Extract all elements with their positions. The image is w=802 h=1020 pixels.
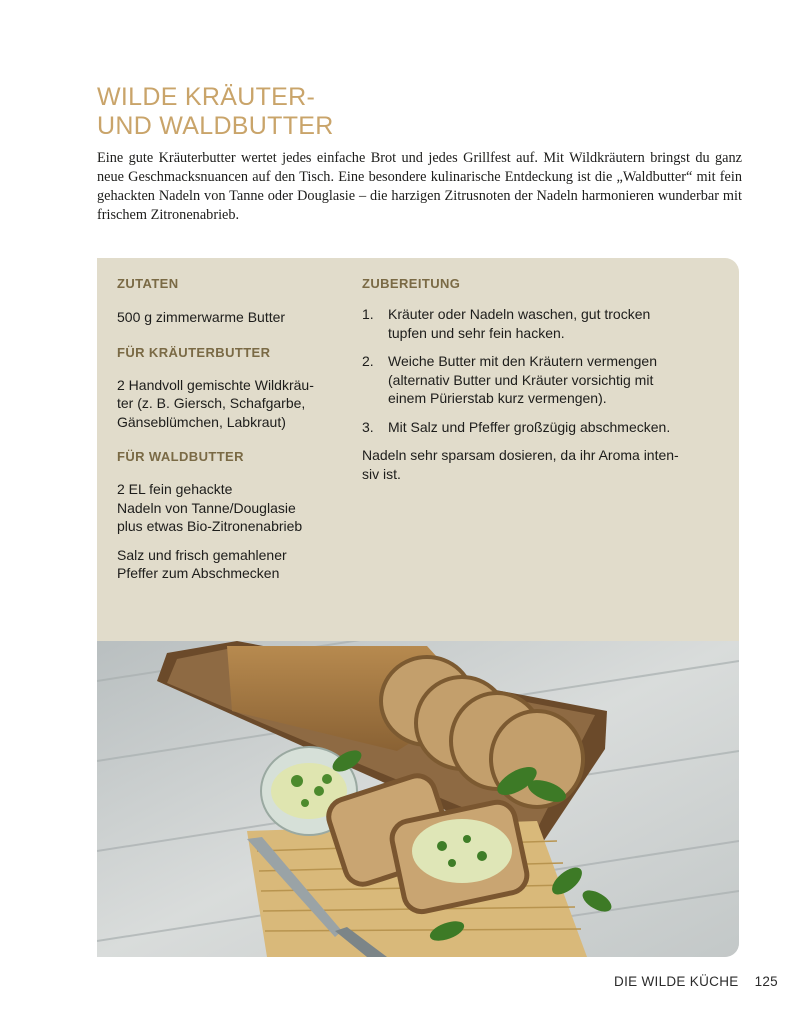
step-item <box>362 418 722 437</box>
forest-butter-ingredients <box>117 480 352 536</box>
recipe-title <box>97 83 334 141</box>
recipe-title-line-2: UND WALDBUTTER <box>97 112 334 140</box>
note-line: siv ist. <box>362 465 401 482</box>
ingredients-heading: ZUTATEN <box>117 276 179 291</box>
page-footer <box>614 974 778 989</box>
forest-butter-heading: FÜR WALDBUTTER <box>117 449 244 464</box>
step-line: Mit Salz und Pfeffer großzügig abschmecken. <box>388 418 671 435</box>
step-line: Weiche Butter mit den Kräutern vermengen <box>388 353 657 369</box>
bread-herb-butter-illustration <box>97 641 739 957</box>
step-line: tupfen und sehr fein hacken. <box>388 324 565 341</box>
step-number: 1. <box>362 306 374 322</box>
herb-butter-heading: FÜR KRÄUTERBUTTER <box>117 344 271 360</box>
ingredient-base: 500 g zimmerwarme Butter <box>117 309 286 325</box>
recipe-title-line-1: WILDE KRÄUTER- <box>97 83 316 111</box>
herb-butter-ingredients <box>117 376 352 432</box>
recipe-photo <box>97 641 739 957</box>
seasoning <box>117 546 352 583</box>
seasoning-line: Pfeffer zum Abschmecken <box>117 565 280 581</box>
seasoning-line: Salz und frisch gemahlener <box>117 546 287 563</box>
intro-text: Eine gute Kräuterbutter wertet jedes einfache Brot und jedes Grillfest auf. Mit Wildkräutern bringst du ganz neue Geschmacksnuancen auf den Tisch. Eine besondere kulinarische Entdeckung ist die „Waldbutter“ mit fein gehackten Nadeln von Tanne oder Douglasie – die harzigen Zitrusnoten der Nadeln harmonieren wunderbar mit frischem Zitronenabrieb. <box>97 150 742 223</box>
step-item <box>362 305 722 342</box>
page-number: 125 <box>754 974 778 989</box>
ingredients-column <box>117 276 352 583</box>
step-item <box>362 352 722 408</box>
note-line: Nadeln sehr sparsam dosieren, da ihr Aroma inten- <box>362 447 679 463</box>
step-number: 3. <box>362 418 374 435</box>
forest-line: Nadeln von Tanne/Douglasie <box>117 499 296 516</box>
footer-section-title: DIE WILDE KÜCHE <box>614 974 739 989</box>
forest-line: 2 EL fein gehackte <box>117 481 233 497</box>
forest-line: plus etwas Bio-Zitronenabrieb <box>117 518 303 534</box>
step-number: 2. <box>362 353 374 369</box>
step-line: Kräuter oder Nadeln waschen, gut trocken <box>388 306 651 322</box>
herb-line: ter (z. B. Giersch, Schafgarbe, <box>117 395 306 411</box>
herb-line: Gänseblümchen, Labkraut) <box>117 413 286 430</box>
step-line: (alternativ Butter und Kräuter vorsichtig mit <box>388 371 654 388</box>
herb-line: 2 Handvoll gemischte Wildkräu- <box>117 376 314 393</box>
step-line: einem Pürierstab kurz vermengen). <box>388 390 607 406</box>
preparation-column <box>362 276 722 483</box>
preparation-heading: ZUBEREITUNG <box>362 276 461 291</box>
recipe-box <box>97 258 739 641</box>
preparation-steps <box>362 305 722 436</box>
preparation-note <box>362 446 722 483</box>
